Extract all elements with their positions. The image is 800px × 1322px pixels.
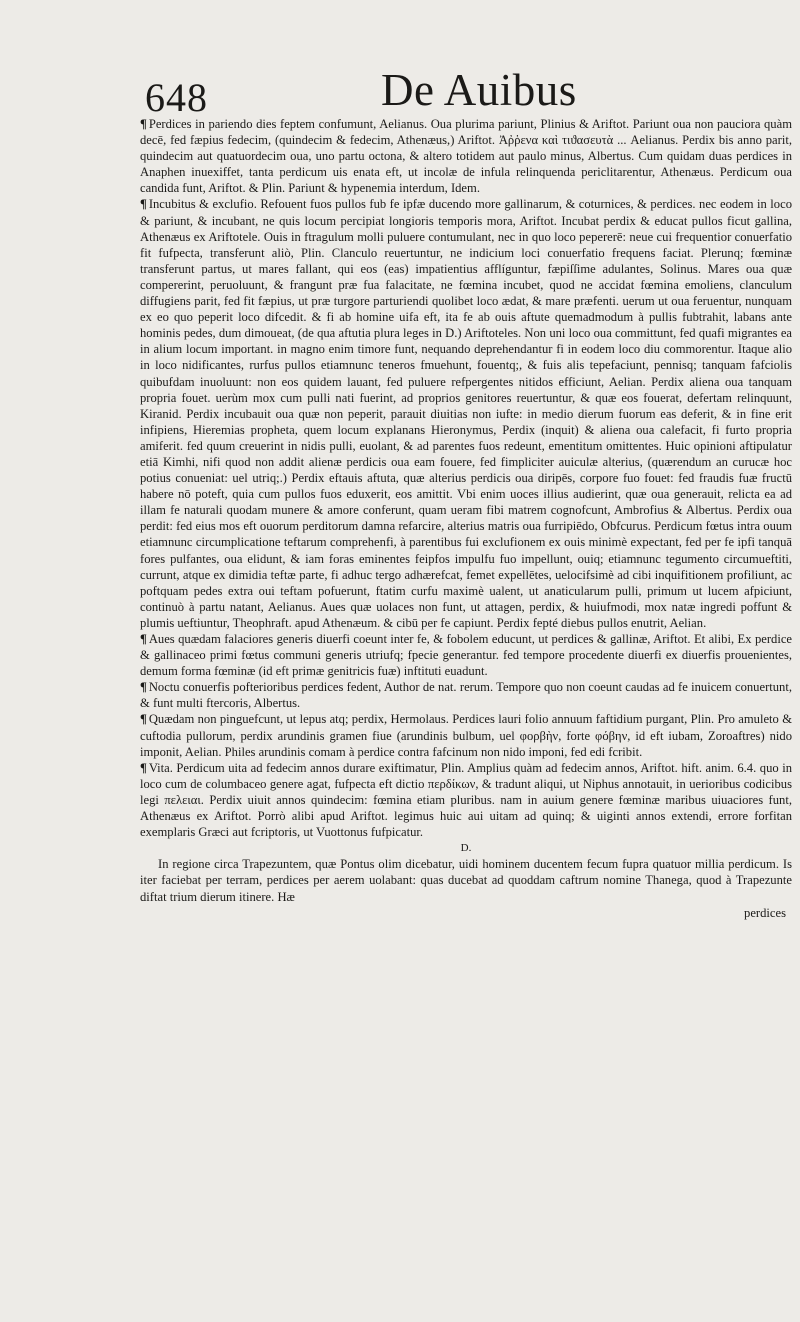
pilcrow-icon: ¶ (140, 680, 147, 695)
paragraph-night: ¶ Noctu conuerfis pofterioribus perdices fedent, Author de nat. rerum. Tempore quo non coeunt caudas ad fe inuicem conuertunt, & funt multi ftercoris, Albertus. (140, 680, 792, 711)
catchword: perdices (744, 906, 786, 920)
pilcrow-icon: ¶ (140, 712, 147, 727)
pilcrow-icon: ¶ (140, 197, 147, 212)
running-title: De Auibus (381, 65, 577, 115)
paragraph-incubation: ¶ Incubitus & exclufio. Refouent fuos pullos fub fe ipfæ ducendo more gallinarum, & coturnices, & perdices. nec eodem in loco & pariunt, & incubant, ne quis locum percipiat longioris temporis mora, Ariftot. Incubat perdix & educat pullos ficut gallina, Athenæus ex Ariftotele. Ouis in ftragulum molli puluere contumulant, nec in quo loco pepererē: neue cui frequentior conuerfatio fit fufpecta, transferunt aliò, Plin. Clanculo reuertuntur, ne indicium loci conuerfatio frequens faciat. Plerunq; fœminæ transferunt partus, ut mares fallant, qui eos (eas) impatientius afflíguntur, fæpiſſime adulantes, Solinus. Mares oua quæ compererint, peruoluunt, & frangunt præ fua falacitate, ne fœmina incubet, quod ne accidat fœmina emoliens, clanculum diffugiens parit, fed fit fæpius, ut præ turgore parturiendi quolibet loco ædat, & mare præfenti. uerum ut oua feruentur, nunquam ex eo quo peperit loco difcedit. & fi ab homine uifa eft, ita fe ab ouis aftute quemadmodum à pullis fubtrahit, labans ante hominis pedes, dum dimoueat, (de qua aftutia plura leges in D.) Ariftoteles. Non uni loco oua committunt, fed quafi migrantes ea in alium locum important. in magno enim timore funt, nequando deprehendantur fi in eodem loco diu commorentur. Itaque alio in loco nidificantes, rurfus pullos etiamnunc teneros fmuehunt, fouentq;, & fuis alis tepefaciunt, pennisq; tanquam fafciolis quibufdam inuoluunt: non eos quidem lauant, fed puluere refpergentes nitidos efficiunt, Aelian. Perdix aliena oua tanquam propria fouet. uerùm mox cum pulli nati fuerint, ad proprios genitores reuertuntur, & quæ eos fouerat, defertam relinquunt, Kiranid. Perdix incubauit oua quæ non peperit, parauit diuitias non iufte: in medio dierum fuorum eas deferit, & in fine erit infipiens, Hieremias propheta, quem locum explanans Hieronymus, Perdix (inquit) & aliena oua calefacit, fi furto propria amiferit. fed quum creuerint in nidis pulli, euolant, & ad parentes fuos redeunt, ementitum omittentes. Huic opinioni aftipulatur etiā Kimhi, nifi quod non addit alienæ perdicis oua eam fouere, fed fimpliciter auiculæ alterius, (quærendum an curucæ hoc potius conueniat: uel utriq;.) Perdix eftauis aftuta, quæ alterius perdicis oua diripēs, corpore fuo fouet: fed fraudis fuæ fructū habere nō poteft, quia cum pullos fuos eduxerit, eos amittit. Vbi enim uoces illius audierint, quæ oua generauit, relicta ea ad illam fe naturali quodam munere & amore conferunt, quam ueram fibi matrem cognofcunt, Ambrofius & Albertus. Perdix oua perdit: fed eius mos eft ouorum perditorum damna refarcire, alterius matris oua furripiēdo, Obfcurus. Perdicum fœtus intra ouum etiamnunc circumplicatione teftarum comprehenfi, à parentibus fui exclufionem ex ouis minimè expectant, fed per fe ipfi tanquā fores pulfantes, oua elidunt, & iam foras eminentes feipfos impulfu fuo impellunt, ouiq; etiamnunc tegumento circumueftiti, currunt, atque ex dimidia teftæ parte, fi adhuc tergo adhærefcat, femet expellētes, uelocifsimè ad cibi inquifitionem profiliunt, ac poftquam pedes extra oui teftam pofuerunt, ftatim curfu maximè ualent, ut anaticularum pulli, primum ut lucem afpiciunt, continuò à partu natant, Aelianus. Aues quæ uolaces non funt, ut attagen, perdix, & huiufmodi, mox natæ ingredi poffunt & plumis ueftiuntur, Theophraft. apud Athenæum. & cibū per fe capiunt. Perdix fepté diebus pullos enutrit, Aelian. (140, 197, 792, 630)
pilcrow-icon: ¶ (140, 632, 147, 646)
paragraph-hybrids: ¶ Aues quædam falaciores generis diuerfi coeunt inter fe, & fobolem educunt, ut perdices & gallinæ, Ariftot. Et alibi, Ex perdice & gallinaceo primi fœtus communi generis utriufq; fpecie generantur. fed tempore procedente diuerfi ex diuerfis prouenientes, demum forma fœminæ (id eft primæ genitricis fuæ) inftituti euadunt. (140, 632, 792, 679)
paragraph-diet: ¶ Quædam non pinguefcunt, ut lepus atq; perdix, Hermolaus. Perdices lauri folio annuum faftidium purgant, Plin. Pro amuleto & cuftodia pullorum, perdix arundinis gramen fiue (arundinis bulbum, uel φορβὴν, forte φόβην, id eft iubam, Zoroaftres) nido imponit, Aelian. Philes arundinis comam à perdice contra fafcinum non nido imponi, fed edi fcribit. (140, 712, 792, 759)
pilcrow-icon: ¶ (140, 760, 147, 775)
paragraph-trapezunt: In regione circa Trapezuntem, quæ Pontus olim dicebatur, uidi hominem ducentem fecum fupra quatuor millia perdicum. Is iter faciebat per terram, perdices per aerem uolabant: quas ducebat ad quoddam caftrum nomine Thanega, quod à Trapezunte diftat trium dierum itinere. Hæ (140, 857, 792, 904)
paragraph-eggs: ¶ Perdices in pariendo dies feptem confumunt, Aelianus. Oua plurima pariunt, Plinius & Ariftot. Pariunt oua non pauciora quàm decē, fed fæpius fedecim, (quindecim & fedecim, Athenæus,) Ariftot. Ἀῤῥενα καὶ τιϑασευτὰ ... Aelianus. Perdix bis anno parit, quindecim aut quatuordecim oua, uno partu octona, & altero totidem aut paulo minus, Albertus. Cum quidam duas perdices in Anaphen inuexiffet, tanta perdicum uis enata eft, ut incolæ de infula relinquenda periclitarentur, Athenæus. Perdicum oua candida funt, Ariftot. & Plin. Pariunt & hypenemia interdum, Idem. (140, 117, 792, 196)
paragraph-lifespan: ¶ Vita. Perdicum uita ad fedecim annos durare exiftimatur, Plin. Amplius quàm ad fedecim annos, Ariftot. hift. anim. 6.4. quo in loco cum de columbaceo genere agat, fufpecta eft dictio περδίκων, & tradunt aliqui, ut Niphus annotauit, in uerioribus codicibus legi πελειαι. Perdix uiuit annos quindecim: fœmina etiam pluribus. nam in auium genere fœminæ maribus uiuaciores funt, Athenæus ex Ariftot. Porrò alibi apud Ariftot. legimus huic aui uitam ad quinq; & uiginti annos extendi, errore forfitan exemplaris Græci aut fcriptoris, ut Vuottonus fufpicatur. (140, 760, 792, 840)
page-number: 648 (145, 75, 208, 120)
page-header (145, 62, 585, 120)
text-body (140, 116, 792, 905)
section-mark: D. (460, 842, 472, 855)
pilcrow-icon: ¶ (140, 117, 147, 131)
